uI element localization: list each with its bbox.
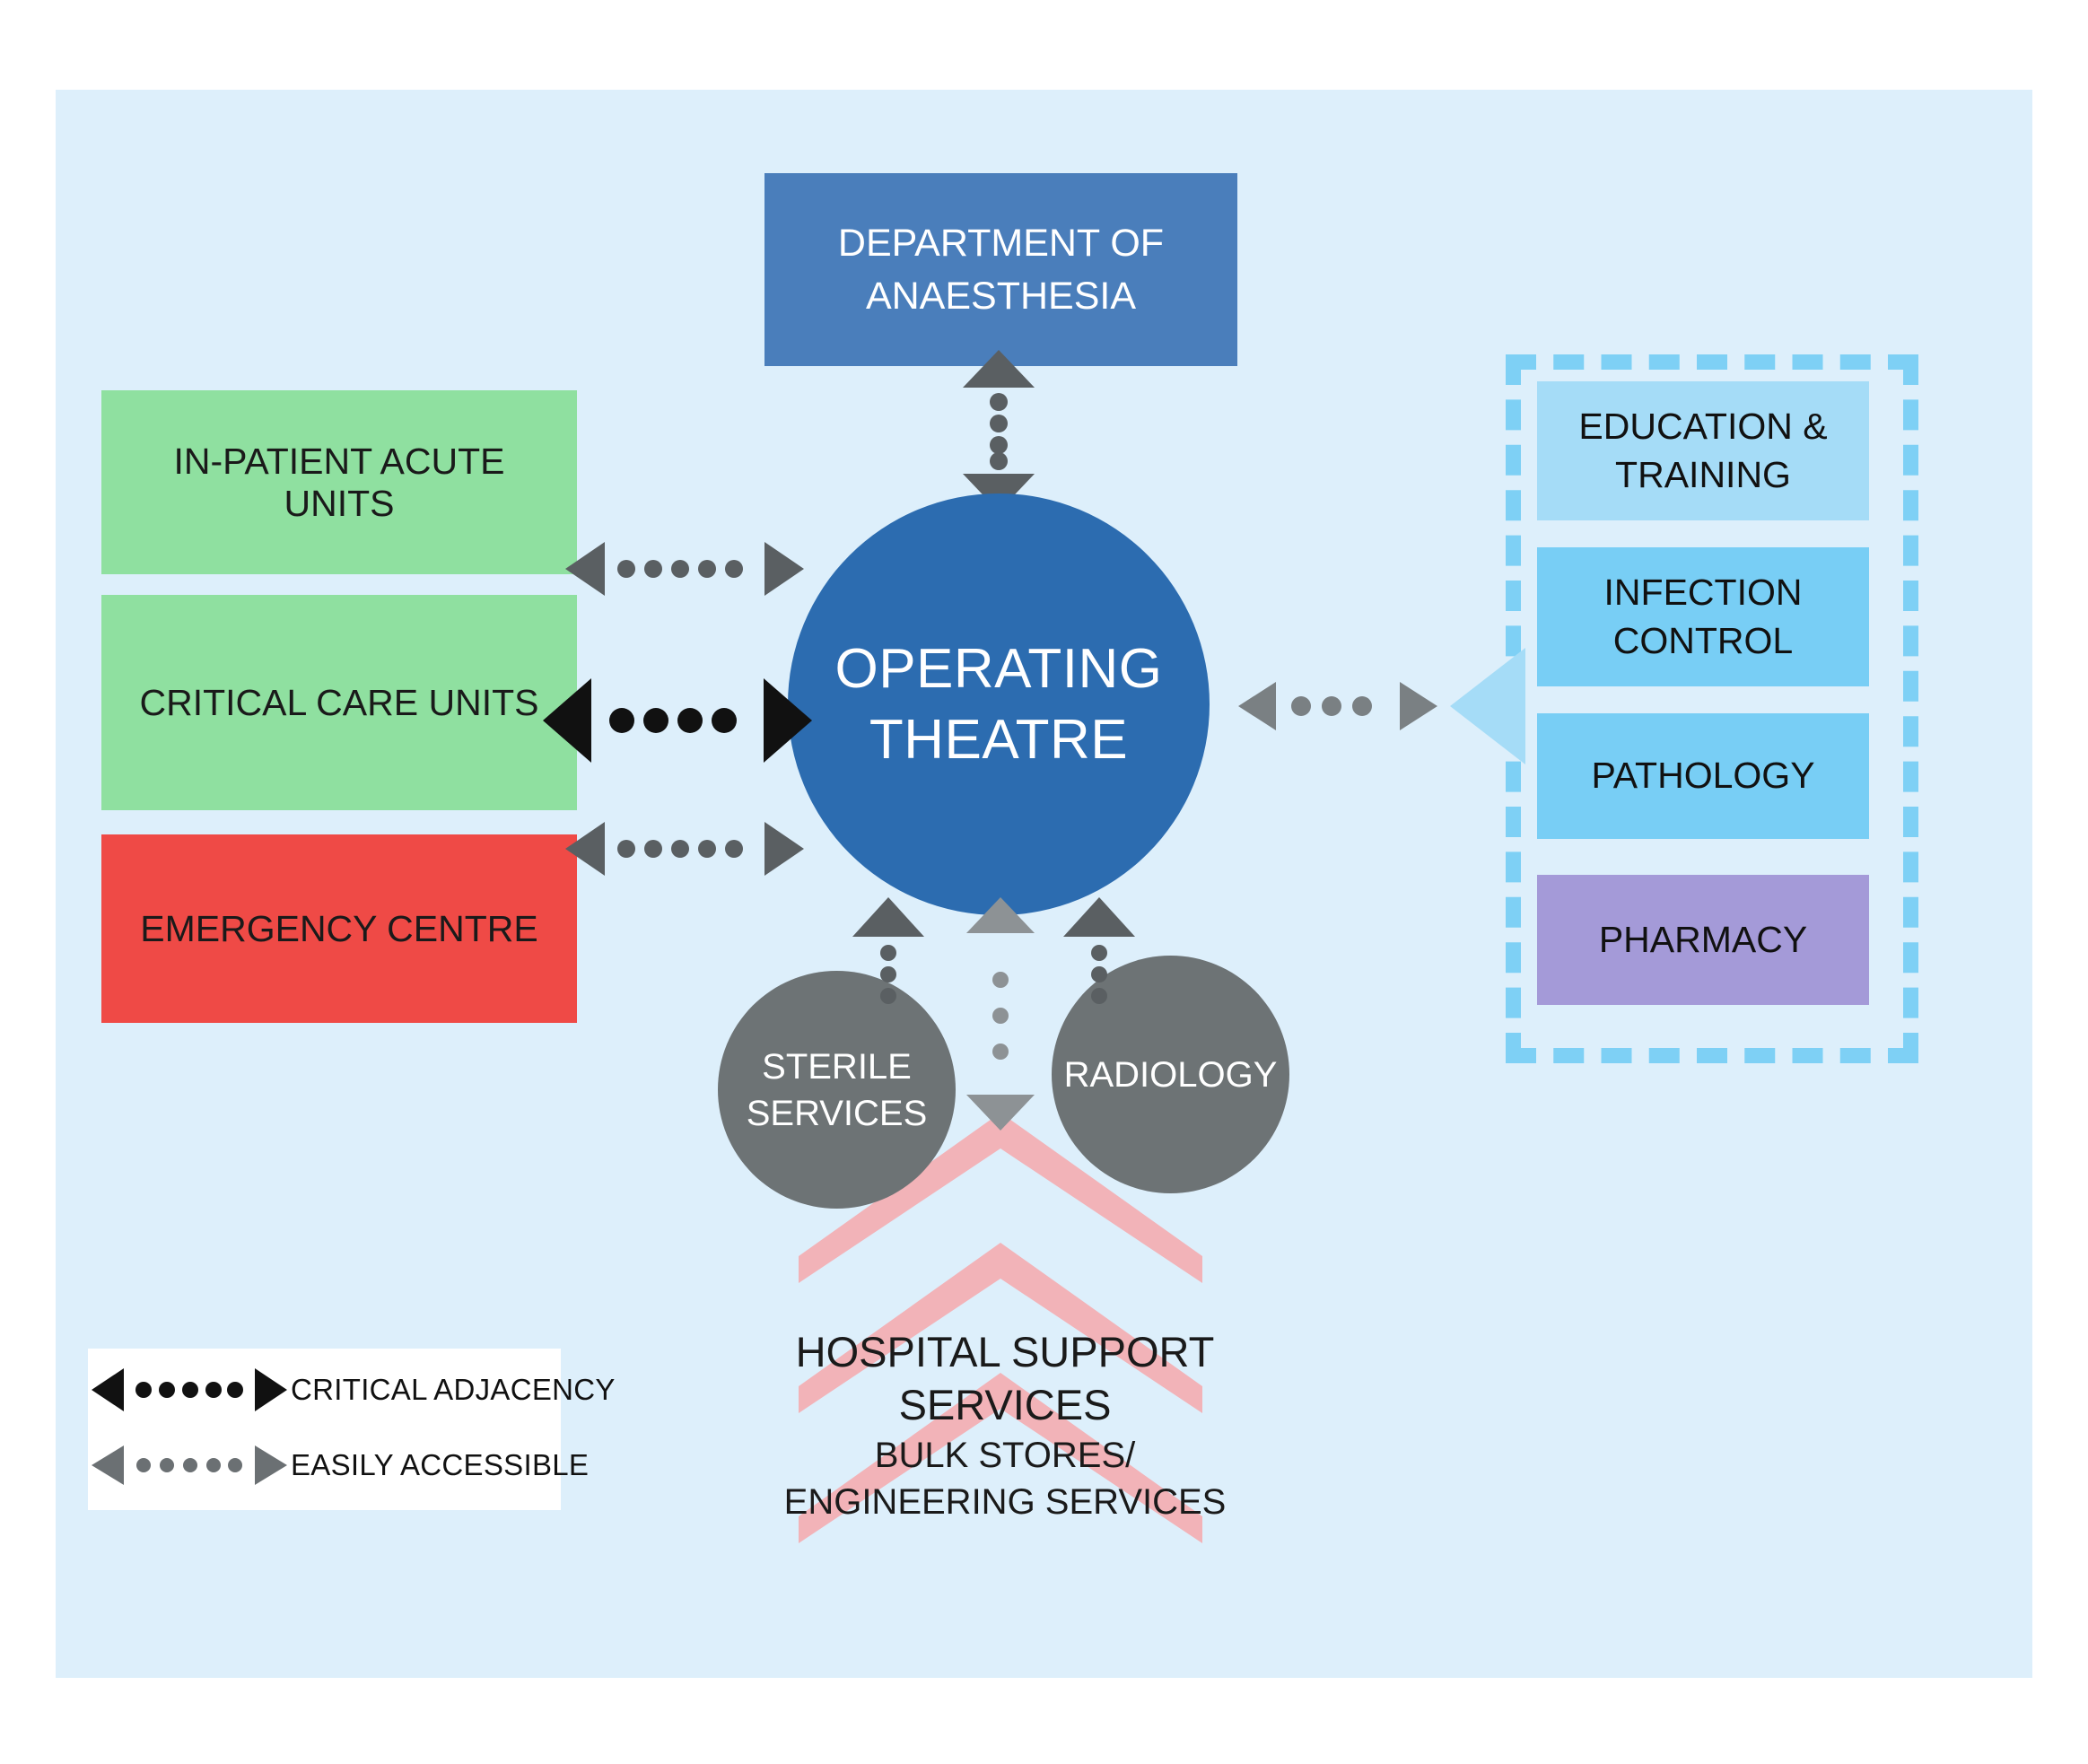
legend-row-critical-adjacency	[88, 1350, 616, 1429]
node-pathology: PATHOLOGY	[1537, 713, 1869, 839]
node-infection-line1: INFECTION	[1603, 572, 1803, 614]
critical-adjacency-arrow-icon	[88, 1363, 291, 1417]
legend-label-critical-adjacency: CRITICAL ADJACENCY	[291, 1373, 616, 1406]
support-line2: BULK STORES/	[874, 1435, 1136, 1475]
node-radiology-label: RADIOLOGY	[1063, 1054, 1278, 1095]
node-education-line2: TRAINING	[1615, 453, 1791, 495]
node-department-of-anaesthesia	[764, 173, 1237, 366]
easily-accessible-arrow-icon	[88, 1438, 291, 1492]
arrow-support-services-to-theatre	[965, 897, 1036, 1131]
node-pharmacy: PHARMACY	[1537, 875, 1869, 1005]
arrow-critical-care-to-theatre	[543, 671, 812, 770]
node-theatre-line1: OPERATING	[834, 637, 1163, 700]
arrow-emergency-to-theatre	[565, 815, 804, 883]
node-infection-line2: CONTROL	[1612, 619, 1794, 661]
legend-row-easily-accessible	[88, 1426, 590, 1505]
legend-label-easily-accessible: EASILY ACCESSIBLE	[291, 1448, 590, 1481]
node-theatre-line2: THEATRE	[869, 709, 1129, 771]
node-in-patient-acute-units: IN-PATIENT ACUTE UNITS	[101, 390, 577, 574]
node-infection-control	[1537, 547, 1869, 686]
node-sterile-line2: SERVICES	[746, 1093, 928, 1133]
arrow-in-patient-to-theatre	[565, 535, 804, 603]
node-critical-care-units: CRITICAL CARE UNITS	[101, 595, 577, 810]
support-line3: ENGINEERING SERVICES	[783, 1481, 1227, 1522]
node-anaesthesia-line1: DEPARTMENT OF	[837, 222, 1165, 266]
arrow-anaesthesia-to-theatre	[949, 350, 1048, 511]
node-education-line1: EDUCATION &	[1578, 406, 1828, 448]
node-emergency-centre: EMERGENCY CENTRE	[101, 834, 577, 1023]
support-line1: HOSPITAL SUPPORT SERVICES	[795, 1328, 1215, 1428]
node-operating-theatre	[788, 493, 1210, 915]
arrow-support-departments-to-theatre	[1238, 648, 1525, 764]
arrow-sterile-services-to-theatre	[852, 897, 924, 1023]
node-sterile-line1: STERILE	[762, 1046, 912, 1087]
arrow-radiology-to-theatre	[1063, 897, 1135, 1023]
legend	[88, 1349, 616, 1510]
node-anaesthesia-line2: ANAESTHESIA	[865, 274, 1137, 318]
label-hospital-support-services	[691, 1326, 1319, 1525]
node-education-and-training	[1537, 381, 1869, 520]
